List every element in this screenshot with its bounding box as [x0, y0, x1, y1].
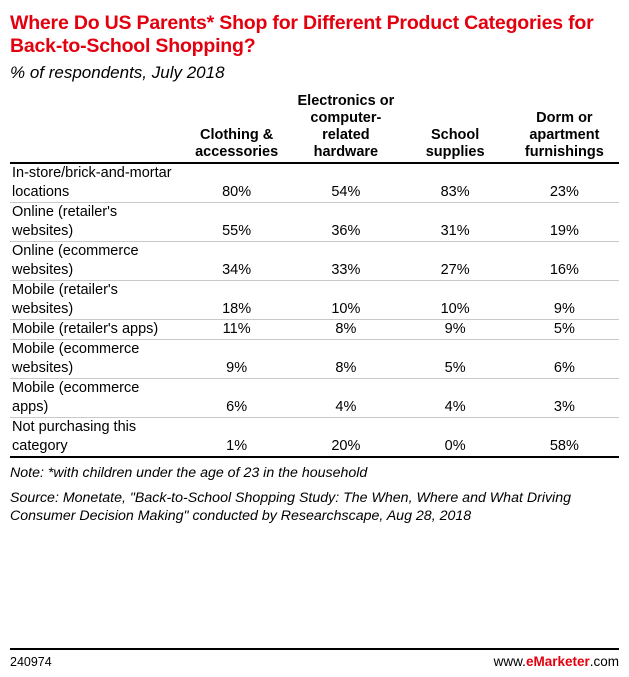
table-row [10, 163, 619, 203]
cell-value: 10% [291, 281, 400, 320]
row-label: In-store/brick-and-mortar locations [10, 163, 182, 203]
cell-value: 3% [510, 379, 619, 418]
cell-value: 19% [510, 203, 619, 242]
source-text: Source: Monetate, "Back-to-School Shopping Study: The When, Where and What Driving Consumer Decision Making" conducted by Researchscape, Aug 28, 2018 [10, 489, 571, 524]
cell-value: 83% [401, 163, 510, 203]
cell-value: 23% [510, 163, 619, 203]
cell-value: 20% [291, 418, 400, 458]
footer [10, 648, 619, 669]
cell-value: 1% [182, 418, 291, 458]
row-label: Mobile (ecommerce apps) [10, 379, 182, 418]
cell-value: 34% [182, 242, 291, 281]
brand-www: www. [493, 654, 526, 669]
cell-value: 18% [182, 281, 291, 320]
table-row [10, 281, 619, 320]
cell-value: 9% [401, 320, 510, 340]
note-text: Note: *with children under the age of 23 in the household [10, 465, 368, 481]
brand-name: eMarketer [525, 654, 590, 669]
table-row [10, 242, 619, 281]
data-table [10, 93, 619, 458]
cell-value: 10% [401, 281, 510, 320]
row-label: Online (retailer's websites) [10, 203, 182, 242]
brand-mark [494, 654, 619, 669]
cell-value: 58% [510, 418, 619, 458]
cell-value: 4% [291, 379, 400, 418]
row-label: Mobile (retailer's apps) [10, 320, 182, 340]
cell-value: 33% [291, 242, 400, 281]
page-title: Where Do US Parents* Shop for Different Product Categories for Back-to-School Shopping? [10, 12, 594, 57]
table-row [10, 418, 619, 458]
cell-value: 0% [401, 418, 510, 458]
column-header-dorm: Dorm or apartment furnishings [524, 110, 604, 160]
cell-value: 8% [291, 320, 400, 340]
row-label: Mobile (retailer's websites) [10, 281, 182, 320]
brand-tld: .com [589, 654, 619, 669]
cell-value: 80% [182, 163, 291, 203]
cell-value: 4% [401, 379, 510, 418]
column-header-rowlabel [10, 93, 182, 161]
row-label: Mobile (ecommerce websites) [10, 340, 182, 379]
cell-value: 31% [401, 203, 510, 242]
column-header-school-supplies: School supplies [425, 127, 485, 160]
table-row [10, 340, 619, 379]
cell-value: 11% [182, 320, 291, 340]
cell-value: 27% [401, 242, 510, 281]
table-row [10, 320, 619, 340]
cell-value: 36% [291, 203, 400, 242]
cell-value: 16% [510, 242, 619, 281]
row-label: Online (ecommerce websites) [10, 242, 182, 281]
row-label: Not purchasing this category [10, 418, 182, 458]
cell-value: 8% [291, 340, 400, 379]
cell-value: 6% [182, 379, 291, 418]
cell-value: 9% [510, 281, 619, 320]
table-row [10, 203, 619, 242]
cell-value: 9% [182, 340, 291, 379]
page-subtitle: % of respondents, July 2018 [10, 63, 225, 82]
chart-id: 240974 [10, 655, 52, 669]
cell-value: 6% [510, 340, 619, 379]
cell-value: 5% [510, 320, 619, 340]
column-header-clothing: Clothing & accessories [195, 127, 279, 160]
cell-value: 55% [182, 203, 291, 242]
cell-value: 54% [291, 163, 400, 203]
table-header-row [10, 93, 619, 161]
table-row [10, 379, 619, 418]
column-header-electronics: Electronics or computer-related hardware [297, 93, 395, 160]
cell-value: 5% [401, 340, 510, 379]
